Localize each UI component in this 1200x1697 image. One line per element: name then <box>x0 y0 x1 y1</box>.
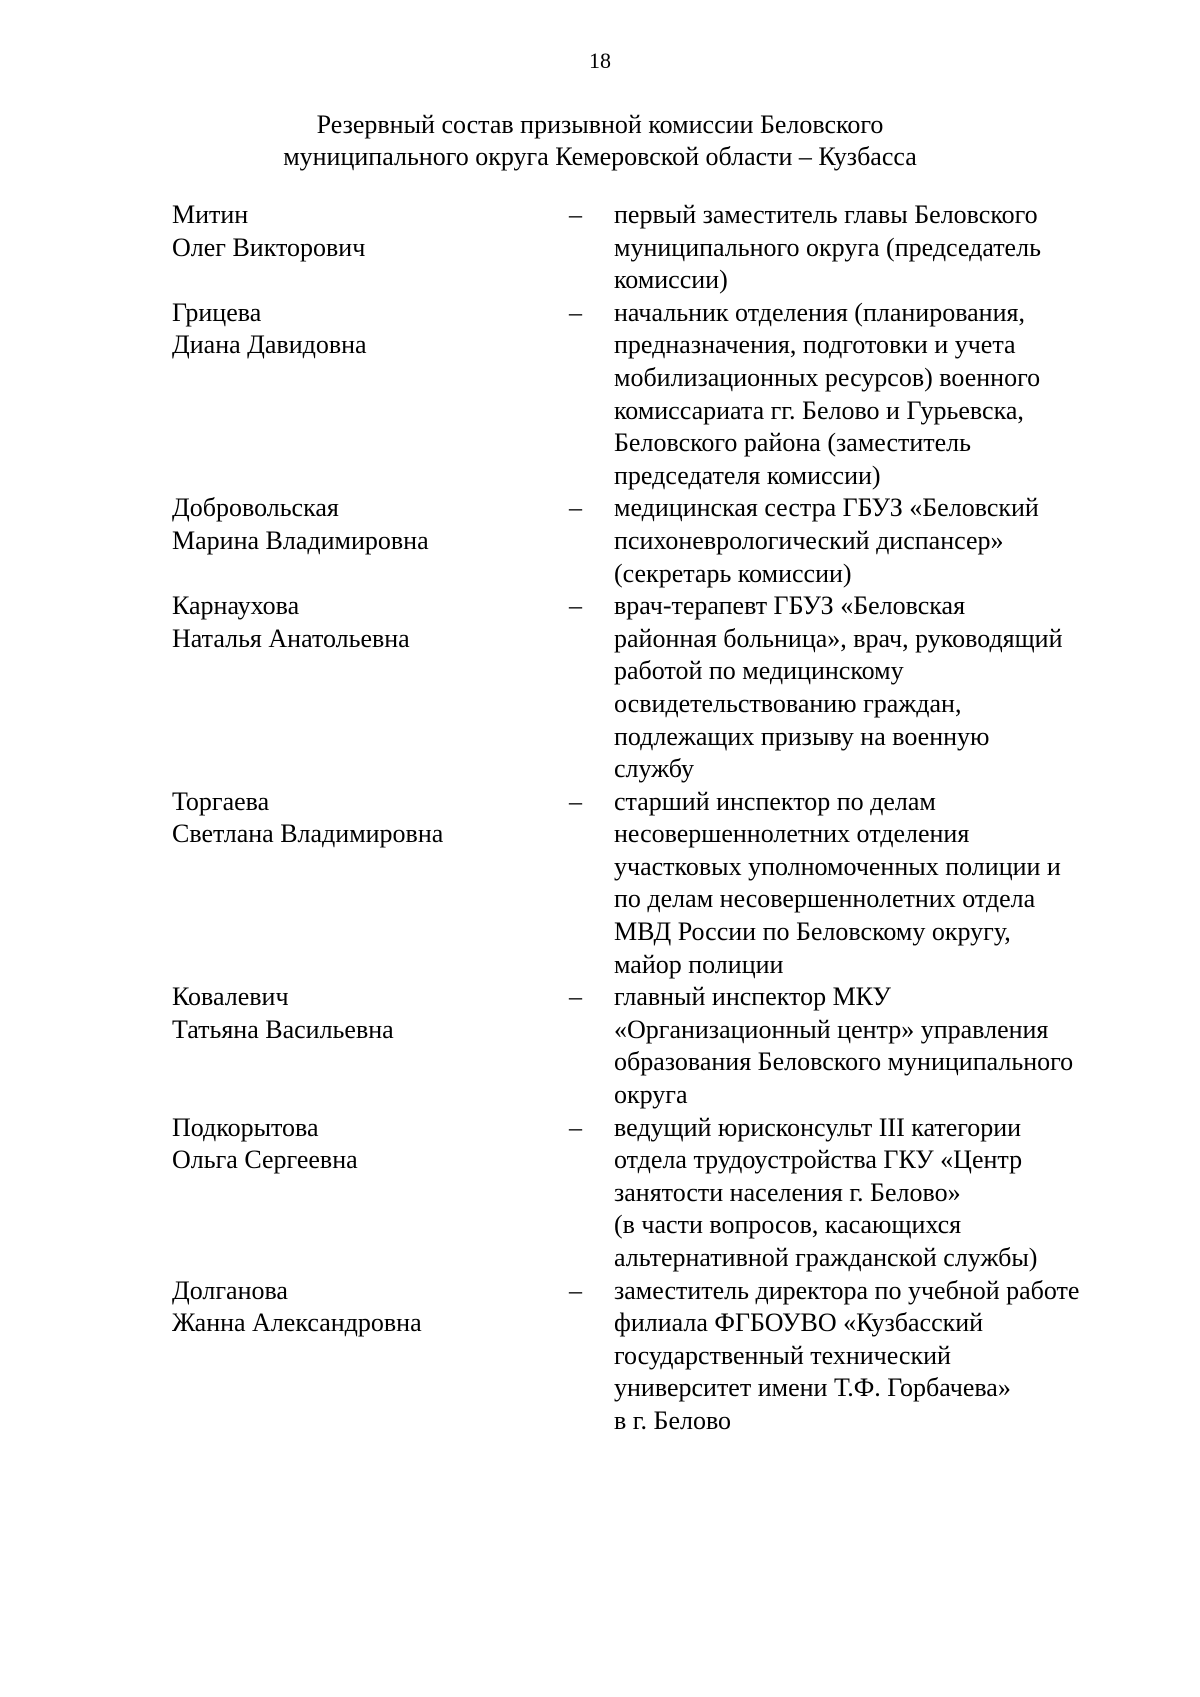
dash-separator: – <box>569 297 582 327</box>
page-number: 18 <box>589 48 611 73</box>
member-entry <box>172 1275 1172 1438</box>
role-line: первый заместитель главы Беловского <box>614 200 1038 229</box>
role-line: (секретарь комиссии) <box>614 558 852 588</box>
member-role <box>614 1275 1134 1438</box>
member-role <box>614 199 1134 297</box>
document-title <box>0 109 1200 173</box>
role-line: альтернативной гражданской службы) <box>614 1243 1038 1272</box>
role-line: муниципального округа (председатель <box>614 232 1041 262</box>
role-line: начальник отделения (планирования, <box>614 297 1025 327</box>
member-given-names: Светлана Владимировна <box>172 819 444 849</box>
role-line: врач-терапевт ГБУЗ «Беловская <box>614 591 966 621</box>
role-line: освидетельствованию граждан, <box>614 688 962 718</box>
role-line: несовершеннолетних отделения <box>614 819 970 849</box>
member-role <box>614 590 1134 786</box>
dash-separator: – <box>569 200 582 229</box>
member-given-names: Жанна Александровна <box>172 1308 422 1338</box>
member-surname: Ковалевич <box>172 982 289 1012</box>
member-name <box>172 297 569 493</box>
role-line: комиссии) <box>614 265 728 295</box>
member-name <box>172 1275 569 1438</box>
dash-separator: – <box>569 1275 582 1305</box>
role-line: заместитель директора по учебной работе <box>614 1275 1080 1305</box>
role-line: Беловского района (заместитель <box>614 428 972 458</box>
member-role <box>614 297 1134 493</box>
member-entry <box>172 981 1172 1111</box>
role-line: «Организационный центр» управления <box>614 1014 1049 1044</box>
role-line: университет имени Т.Ф. Горбачева» <box>614 1373 1011 1403</box>
role-line: комиссариата гг. Белово и Гурьевска, <box>614 395 1024 425</box>
member-entry <box>172 590 1172 786</box>
member-name <box>172 786 569 982</box>
member-given-names: Олег Викторович <box>172 232 366 262</box>
dash-separator: – <box>569 982 582 1012</box>
role-line: службу <box>614 754 695 784</box>
role-line: участковых уполномоченных полиции и <box>614 851 1061 881</box>
role-line: филиала ФГБОУВО «Кузбасский <box>614 1308 984 1338</box>
role-line: мобилизационных ресурсов) военного <box>614 362 1041 392</box>
member-name <box>172 199 569 297</box>
member-surname: Долганова <box>172 1275 288 1305</box>
role-line: округа <box>614 1080 688 1110</box>
member-entry <box>172 199 1172 297</box>
role-line: подлежащих призыву на военную <box>614 721 990 751</box>
title-line: Резервный состав призывной комиссии Беловского <box>316 110 884 139</box>
role-line: МВД России по Беловскому округу, <box>614 917 1011 947</box>
member-entry <box>172 492 1172 590</box>
member-given-names: Марина Владимировна <box>172 525 429 555</box>
member-given-names: Диана Давидовна <box>172 330 367 360</box>
member-surname: Добровольская <box>172 493 339 523</box>
title-line: муниципального округа Кемеровской области – Кузбасса <box>283 142 917 171</box>
member-given-names: Наталья Анатольевна <box>172 623 410 653</box>
member-given-names: Ольга Сергеевна <box>172 1145 358 1175</box>
role-line: главный инспектор МКУ <box>614 982 891 1012</box>
member-list <box>172 199 1172 1438</box>
role-line: предназначения, подготовки и учета <box>614 330 1016 360</box>
member-name <box>172 1112 569 1275</box>
member-surname: Митин <box>172 200 249 229</box>
role-line: работой по медицинскому <box>614 656 904 686</box>
member-role <box>614 786 1134 982</box>
member-name <box>172 590 569 786</box>
role-line: председателя комиссии) <box>614 460 881 490</box>
member-entry <box>172 786 1172 982</box>
member-surname: Подкорытова <box>172 1112 319 1142</box>
role-line: старший инспектор по делам <box>614 786 936 816</box>
member-role <box>614 1112 1134 1275</box>
role-line: ведущий юрисконсульт III категории <box>614 1112 1022 1142</box>
role-line: образования Беловского муниципального <box>614 1047 1074 1077</box>
member-role <box>614 492 1134 590</box>
member-surname: Карнаухова <box>172 591 300 621</box>
member-surname: Торгаева <box>172 786 270 816</box>
role-line: медицинская сестра ГБУЗ «Беловский <box>614 493 1039 523</box>
role-line: государственный технический <box>614 1340 951 1370</box>
role-line: (в части вопросов, касающихся <box>614 1210 962 1240</box>
member-role <box>614 981 1134 1111</box>
member-entry <box>172 1112 1172 1275</box>
role-line: отдела трудоустройства ГКУ «Центр <box>614 1145 1023 1175</box>
role-line: районная больница», врач, руководящий <box>614 623 1063 653</box>
role-line: психоневрологический диспансер» <box>614 525 1004 555</box>
member-name <box>172 492 569 590</box>
role-line: занятости населения г. Белово» <box>614 1177 961 1207</box>
member-given-names: Татьяна Васильевна <box>172 1014 394 1044</box>
dash-separator: – <box>569 1112 582 1142</box>
member-name <box>172 981 569 1111</box>
role-line: в г. Белово <box>614 1405 732 1435</box>
dash-separator: – <box>569 786 582 816</box>
member-surname: Грицева <box>172 297 262 327</box>
role-line: майор полиции <box>614 949 784 979</box>
dash-separator: – <box>569 591 582 621</box>
dash-separator: – <box>569 493 582 523</box>
role-line: по делам несовершеннолетних отдела <box>614 884 1036 914</box>
member-entry <box>172 297 1172 493</box>
